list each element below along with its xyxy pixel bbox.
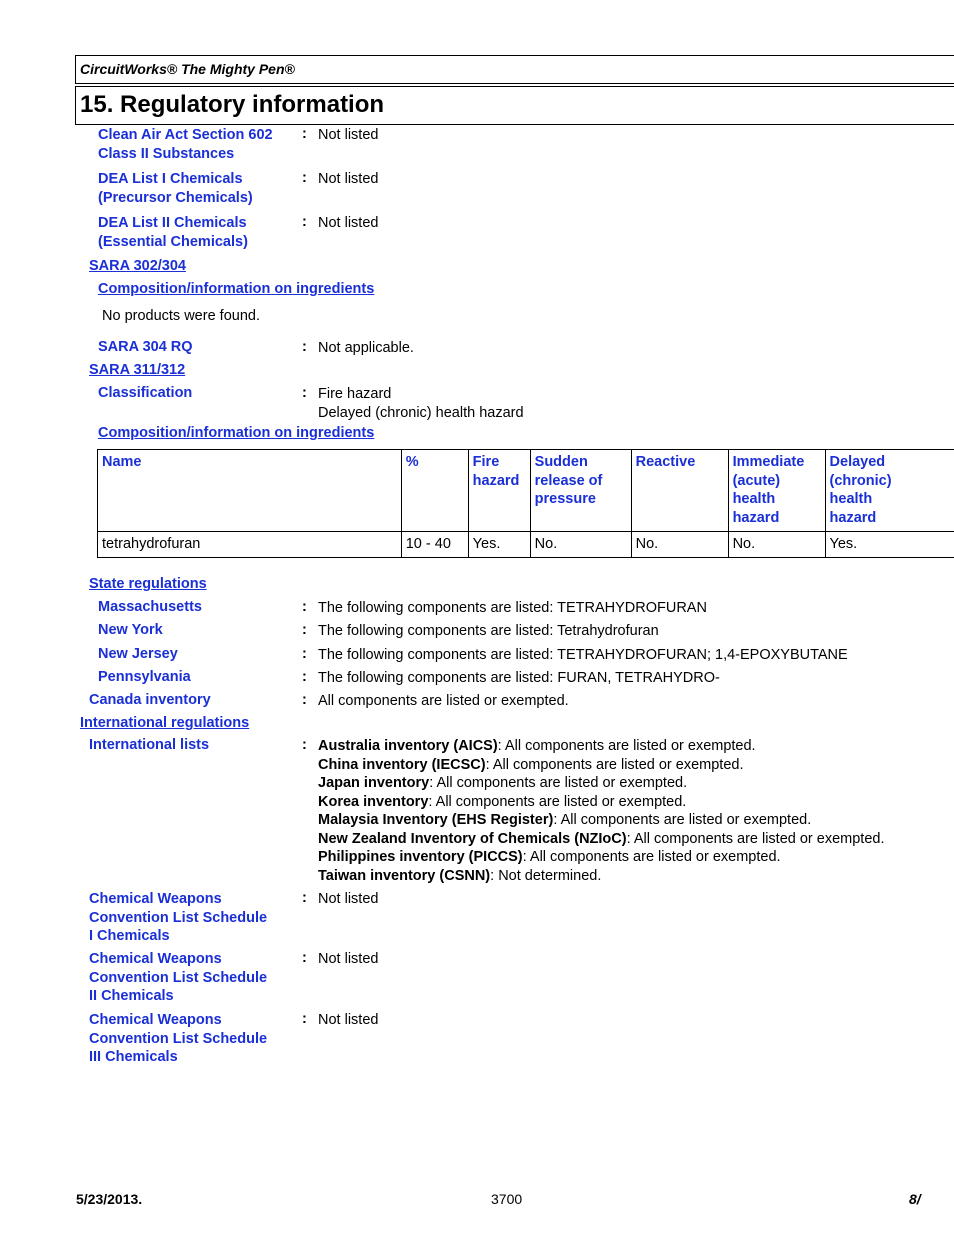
state-regulations-heading[interactable]: State regulations — [89, 576, 207, 592]
document-header — [75, 55, 954, 84]
colon: : — [302, 622, 307, 638]
international-lists — [318, 737, 885, 885]
composition-link-1[interactable]: Composition/information on ingredients — [98, 281, 375, 297]
classification-value: Fire hazard — [318, 386, 392, 402]
classification-value: Delayed (chronic) health hazard — [318, 404, 524, 421]
col-header-fire-hazard: Fire hazard — [468, 450, 530, 532]
international-lists-label: International lists — [89, 737, 210, 753]
inventory-item: Taiwan inventory (CSNN): Not determined. — [318, 867, 602, 884]
table-cell: 10 - 40 — [401, 532, 468, 558]
label-line: DEA List II Chemicals — [98, 215, 247, 231]
dea-list-1-label — [98, 170, 253, 207]
clean-air-act-label — [98, 126, 273, 163]
clean-air-act-value: Not listed — [318, 127, 379, 143]
label-line: Class II Substances — [98, 145, 235, 162]
inventory-item: Philippines inventory (PICCS): All components are listed or exempted. — [318, 849, 781, 865]
table-cell: No. — [728, 532, 825, 558]
classification-values — [318, 385, 524, 422]
state-value-new-jersey: The following components are listed: TETRAHYDROFURAN; 1,4-EPOXYBUTANE — [318, 647, 848, 663]
state-label-massachusetts: Massachusetts — [98, 599, 202, 615]
col-header-reactive: Reactive — [631, 450, 728, 532]
sara-304-rq-value: Not applicable. — [318, 340, 414, 356]
colon: : — [302, 692, 307, 708]
dea-list-2-label — [98, 214, 248, 251]
colon: : — [302, 669, 307, 685]
label-line: I Chemicals — [89, 928, 170, 944]
state-label-new-jersey: New Jersey — [98, 646, 178, 662]
state-label-pennsylvania: Pennsylvania — [98, 669, 191, 685]
col-header-percent: % — [401, 450, 468, 532]
colon: : — [302, 599, 307, 615]
sara-311-heading[interactable]: SARA 311/312 — [89, 362, 186, 378]
canada-inventory-label: Canada inventory — [89, 692, 211, 708]
section-title: 15. Regulatory information — [80, 91, 385, 118]
footer-date: 5/23/2013. — [76, 1191, 143, 1207]
international-regulations-heading[interactable]: International regulations — [80, 715, 250, 731]
sara-304-rq-label: SARA 304 RQ — [98, 339, 193, 355]
col-header-name: Name — [98, 450, 402, 532]
inventory-item: Japan inventory: All components are listed or exempted. — [318, 775, 688, 791]
label-line: Convention List Schedule — [89, 1030, 268, 1047]
table-row — [98, 532, 954, 558]
label-line: III Chemicals — [89, 1049, 178, 1065]
colon: : — [302, 737, 307, 753]
label-line: Chemical Weapons — [89, 1012, 222, 1028]
inventory-item: Australia inventory (AICS): All components are listed or exempted. — [318, 738, 756, 754]
colon: : — [302, 170, 307, 186]
inventory-item: New Zealand Inventory of Chemicals (NZIoC): All components are listed or exempted. — [318, 830, 885, 847]
cwc-schedule-2-label — [89, 950, 267, 1006]
colon: : — [302, 126, 307, 142]
table-header-row — [98, 450, 954, 532]
label-line: Chemical Weapons — [89, 891, 222, 907]
inventory-item: Malaysia Inventory (EHS Register): All components are listed or exempted. — [318, 812, 812, 828]
classification-label: Classification — [98, 385, 193, 401]
composition-link-2[interactable]: Composition/information on ingredients — [98, 425, 375, 441]
colon: : — [302, 890, 307, 906]
product-name: CircuitWorks® The Mighty Pen® — [80, 61, 295, 77]
colon: : — [302, 214, 307, 230]
state-label-new-york: New York — [98, 622, 163, 638]
canada-inventory-value: All components are listed or exempted. — [318, 693, 569, 709]
sara-302-heading[interactable]: SARA 302/304 — [89, 258, 186, 274]
cwc-schedule-3-label — [89, 1011, 267, 1067]
label-line: Clean Air Act Section 602 — [98, 127, 273, 143]
cwc-schedule-1-label — [89, 890, 267, 946]
col-header-immediate: Immediate (acute) health hazard — [728, 450, 825, 532]
label-line: Convention List Schedule — [89, 969, 268, 986]
state-value-new-york: The following components are listed: Tetrahydrofuran — [318, 623, 659, 639]
col-header-sudden-release: Sudden release of pressure — [530, 450, 631, 532]
footer-page-number: 8/ — [909, 1191, 921, 1207]
colon: : — [302, 385, 307, 401]
colon: : — [302, 339, 307, 355]
composition-table — [97, 449, 954, 558]
table-cell: Yes. — [468, 532, 530, 558]
section-header — [75, 86, 954, 125]
label-line: DEA List I Chemicals — [98, 171, 243, 187]
colon: : — [302, 950, 307, 966]
no-products-text: No products were found. — [102, 308, 260, 324]
inventory-item: China inventory (IECSC): All components are listed or exempted. — [318, 756, 744, 773]
label-line: II Chemicals — [89, 988, 174, 1004]
colon: : — [302, 1011, 307, 1027]
inventory-item: Korea inventory: All components are listed or exempted. — [318, 793, 687, 810]
col-header-delayed: Delayed (chronic) health hazard — [825, 450, 954, 532]
label-line: (Essential Chemicals) — [98, 233, 248, 250]
state-value-pennsylvania: The following components are listed: FURAN, TETRAHYDRO- — [318, 670, 720, 686]
dea-list-1-value: Not listed — [318, 171, 379, 187]
table-cell: No. — [631, 532, 728, 558]
cwc-schedule-2-value: Not listed — [318, 951, 379, 967]
dea-list-2-value: Not listed — [318, 215, 379, 231]
table-cell: No. — [530, 532, 631, 558]
cwc-schedule-3-value: Not listed — [318, 1012, 379, 1028]
footer-code: 3700 — [491, 1191, 523, 1207]
cwc-schedule-1-value: Not listed — [318, 891, 379, 907]
label-line: Convention List Schedule — [89, 909, 268, 926]
table-cell: tetrahydrofuran — [98, 532, 402, 558]
state-value-massachusetts: The following components are listed: TETRAHYDROFURAN — [318, 600, 707, 616]
label-line: Chemical Weapons — [89, 951, 222, 967]
label-line: (Precursor Chemicals) — [98, 189, 253, 206]
colon: : — [302, 646, 307, 662]
table-cell: Yes. — [825, 532, 954, 558]
